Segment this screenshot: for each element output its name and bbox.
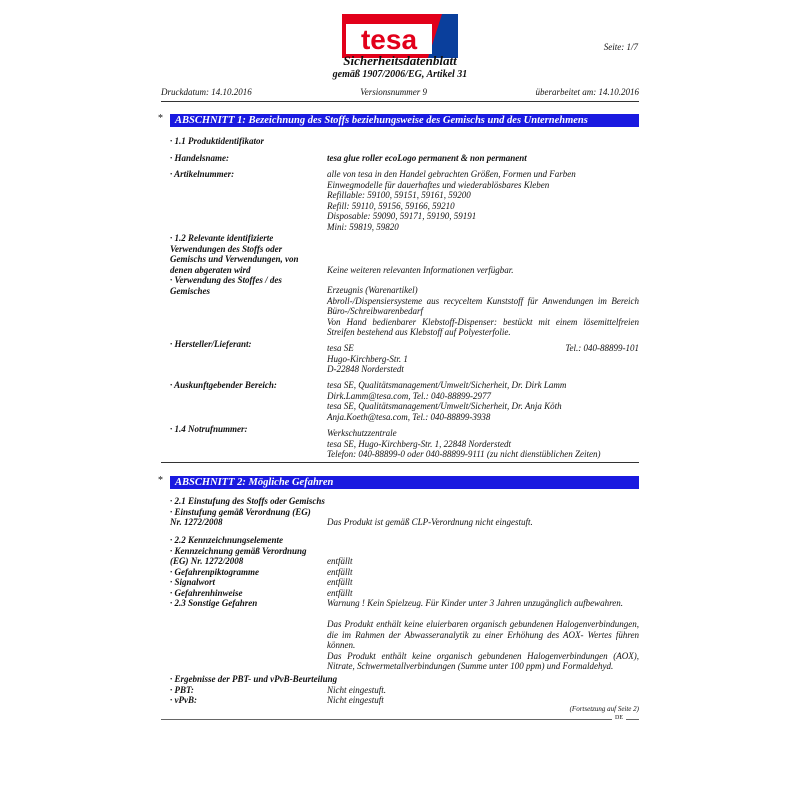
artikelnummer-line: Disposable: 59090, 59171, 59190, 59191 [327,211,477,221]
pbt-label: · PBT: [170,684,194,695]
page-number: Seite: 1/7 [603,42,638,52]
sonstige-paragraph: Warnung ! Kein Spielzeug. Für Kinder unter 3 Jahren unzugänglich aufbewahren. [327,598,623,608]
print-date: Druckdatum: 14.10.2016 [161,87,252,97]
einstufung-label: Nr. 1272/2008 [170,517,223,527]
sonstige-label: · 2.3 Sonstige Gefahren [170,598,258,608]
hersteller-line: D-22848 Norderstedt [327,364,404,374]
auskunft-line: Anja.Koeth@tesa.com, Tel.: 040-88899-3938 [327,411,491,422]
gefahrenhinweise-value: entfällt [327,587,353,598]
pbt-heading: · Ergebnisse der PBT- und vPvB-Beurteilung [170,674,338,684]
language-tag: DE [612,715,626,721]
piktogramme-value: entfällt [327,566,353,577]
verwendung-label: · Verwendung des Stoffes / des [170,275,282,285]
revision-date: überarbeitet am: 14.10.2016 [535,87,639,97]
change-marker: * [158,475,163,486]
auskunft-line: tesa SE, Qualitätsmanagement/Umwelt/Sicherheit, Dr. Dirk Lamm [327,380,567,390]
version-number: Versionsnummer 9 [360,87,427,97]
verwendungen-label: denen abgeraten wird [170,264,251,275]
hersteller-line: Hugo-Kirchberg-Str. 1 [327,353,408,364]
artikelnummer-label: · Artikelnummer: [170,169,235,179]
sonstige-paragraph: Das Produkt enthält keine eluierbaren organisch gebundenen Halogenverbindungen, die im Rahmen der Abwasseranalytik zu einer Erhöhung des AOX- Wertes führen können. [327,619,639,650]
notruf-label: · 1.4 Notrufnummer: [170,424,248,434]
verwendung-paragraph: Abroll-/Dispensiersysteme aus recyceltem Kunststoff für Anwendungen im Bereich Büro-/Schreibwarenbedarf [327,295,639,316]
hersteller-tel: Tel.: 040-88899-101 [565,343,639,353]
hersteller-line: tesa SE [327,343,354,353]
kennzeichnung-heading: · 2.2 Kennzeichnungselemente [170,535,284,545]
section-1-rule [161,462,639,463]
pbt-value: Nicht eingestuft. [327,684,386,695]
verwendungen-label: Verwendungen des Stoffs oder [170,243,283,254]
artikelnummer-line: alle von tesa in den Handel gebrachten Größen, Formen und Farben [327,169,576,179]
meta-line [161,87,639,97]
vpvb-value: Nicht eingestuft [327,695,384,705]
signalwort-value: entfällt [327,577,353,587]
logo-wordmark: tesa [360,24,418,55]
verwendung-line: Erzeugnis (Warenartikel) [327,285,418,295]
artikelnummer-line: Einwegmodelle für dauerhaftes und wiederablösbares Kleben [327,179,550,190]
section-2-bar: ABSCHNITT 2: Mögliche Gefahren [170,476,639,489]
artikelnummer-line: Refillable: 59100, 59151, 59161, 59200 [327,190,471,200]
continued-note: (Fortsetzung auf Seite 2) [569,705,639,713]
verwendungen-label: Gemischs und Verwendungen, von [170,254,299,264]
auskunft-line: Dirk.Lamm@tesa.com, Tel.: 040-88899-2977 [327,390,491,401]
vpvb-label: · vPvB: [170,695,197,705]
auskunft-line: tesa SE, Qualitätsmanagement/Umwelt/Sicherheit, Dr. Anja Köth [327,401,562,411]
handelsname-value: tesa glue roller ecoLogo permanent & non permanent [327,153,527,163]
signalwort-label: · Signalwort [170,577,216,587]
einstufung-label: · Einstufung gemäß Verordnung (EG) [170,506,311,517]
document-subtitle: gemäß 1907/2006/EG, Artikel 31 [332,69,468,80]
section-1-bar: ABSCHNITT 1: Bezeichnung des Stoffs beziehungsweise des Gemischs und des Unternehmens [170,114,639,127]
verwendung-label: Gemisches [170,285,210,296]
notruf-line: Telefon: 040-88899-0 oder 040-88899-9111 (zu nicht dienstüblichen Zeiten) [327,449,601,459]
einstufung-value: Das Produkt ist gemäß CLP-Verordnung nicht eingestuft. [327,517,533,527]
verwendung-paragraph: Von Hand bedienbarer Klebstoff-Dispenser: bestückt mit einem lösemittelfreien Streifen bestehend aus Klebstoff auf Polyesterfolie. [327,316,639,337]
produktidentifikator-heading: · 1.1 Produktidentifikator [170,136,265,146]
verwendungen-value: Keine weiteren relevanten Informationen verfügbar. [327,264,514,275]
gefahrenhinweise-label: · Gefahrenhinweise [170,587,243,598]
einstufung-heading: · 2.1 Einstufung des Stoffs oder Gemischs [170,496,325,506]
document-title: Sicherheitsdatenblatt [343,53,457,68]
notruf-line: tesa SE, Hugo-Kirchberg-Str. 1, 22848 Norderstedt [327,438,511,449]
artikelnummer-line: Mini: 59819, 59820 [327,221,399,232]
auskunft-label: · Auskunftgebender Bereich: [170,380,277,390]
footer-rule [161,719,639,720]
header-rule [161,101,639,102]
notruf-line: Werkschutzzentrale [327,428,397,438]
sonstige-paragraph: Das Produkt enthält keine organisch gebundenen Halogenverbindungen (AOX), Nitrate, Schwermetallverbindungen (Summe unter 100 ppm) und Formaldehyd. [327,650,639,671]
kennzeichnung-label: · Kennzeichnung gemäß Verordnung [170,545,307,556]
kennzeichnung-label: (EG) Nr. 1272/2008 [170,556,244,566]
verwendungen-label: · 1.2 Relevante identifizierte [170,233,274,243]
piktogramme-label: · Gefahrenpiktogramme [170,566,259,577]
tesa-logo [342,14,458,58]
handelsname-label: · Handelsname: [170,153,230,163]
artikelnummer-line: Refill: 59110, 59156, 59166, 59210 [327,200,455,211]
hersteller-label: · Hersteller/Lieferant: [170,339,252,349]
kennzeichnung-value: entfällt [327,556,353,566]
change-marker: * [158,113,163,124]
